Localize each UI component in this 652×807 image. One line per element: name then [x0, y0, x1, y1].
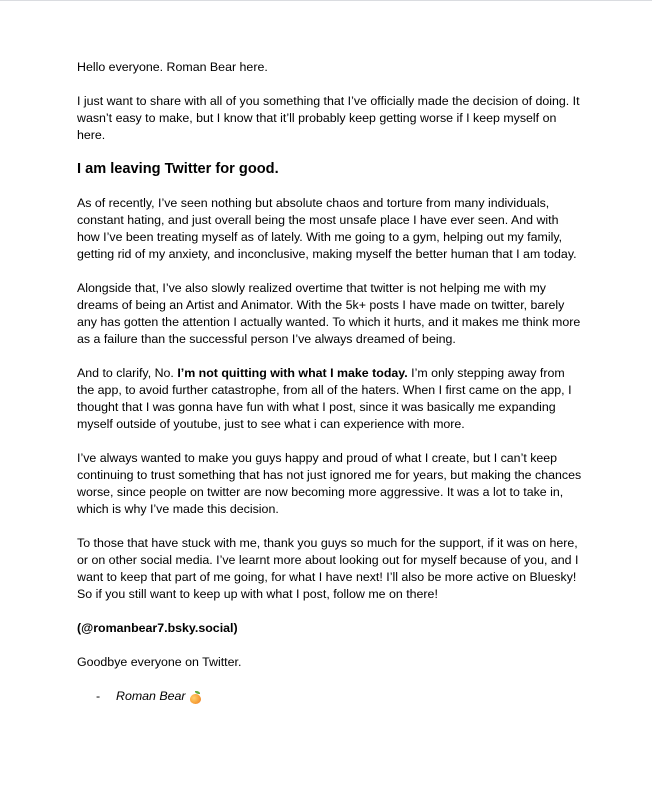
chaos-paragraph: As of recently, I’ve seen nothing but absolute chaos and torture from many individuals, constant hating, and just overall being the most unsafe place I have ever seen. And with how I’ve been treating myself as of lately. With me going to a gym, helping out my family, getting rid of my anxiety, and inconclusive, making myself the better human that I am today. — [77, 196, 577, 261]
clarify-paragraph — [77, 365, 582, 433]
signature-list-item — [77, 688, 582, 705]
clarify-bold-text: I’m not quitting with what I make today. — [177, 366, 408, 380]
bluesky-handle: (@romanbear7.bsky.social) — [77, 621, 238, 635]
peach-icon — [190, 692, 201, 703]
clarify-rest-text: I’m only stepping away from the app, to avoid further catastrophe, from all of the haters. When I first came on the app, I thought that I was gonna have fun with what I post, since it was basically me expanding myself outside of youtube, just to see what i can experience with more. — [77, 366, 572, 431]
signature-dash: - — [96, 689, 101, 703]
top-divider — [0, 0, 652, 1]
intro-paragraph: I just want to share with all of you something that I’ve officially made the decision of doing. It wasn’t easy to make, but I know that it’ll probably keep getting worse if I keep myself on here. — [77, 94, 580, 142]
clarify-start-text: And to clarify, No. — [77, 366, 178, 380]
trust-paragraph: I’ve always wanted to make you guys happy and proud of what I create, but I can’t keep continuing to trust something that has not just ignored me for years, but making the chances worse, since people on twitter are now becoming more aggressive. It was a lot to take in, which is why I’ve made this decision. — [77, 451, 582, 516]
announcement-heading: I am leaving Twitter for good. — [77, 161, 279, 177]
document-page — [77, 59, 582, 705]
thanks-paragraph: To those that have stuck with me, thank you guys so much for the support, if it was on here, or on other social media. I’ve learnt more about looking out for myself because of you, and I want to keep that part of me going, for what I have next! I’ll also be more active on Bluesky! So if you still want to keep up with what I post, follow me on there! — [77, 536, 579, 601]
greeting-paragraph: Hello everyone. Roman Bear here. — [77, 60, 268, 74]
dreams-paragraph: Alongside that, I’ve also slowly realized overtime that twitter is not helping me with my dreams of being an Artist and Animator. With the 5k+ posts I have made on twitter, barely any has gotten the attention I actually wanted. To which it hurts, and it makes me think more as a failure than the successful person I’ve always dreamed of being. — [77, 281, 581, 346]
goodbye-paragraph: Goodbye everyone on Twitter. — [77, 655, 242, 669]
signature-name: Roman Bear — [116, 689, 186, 703]
